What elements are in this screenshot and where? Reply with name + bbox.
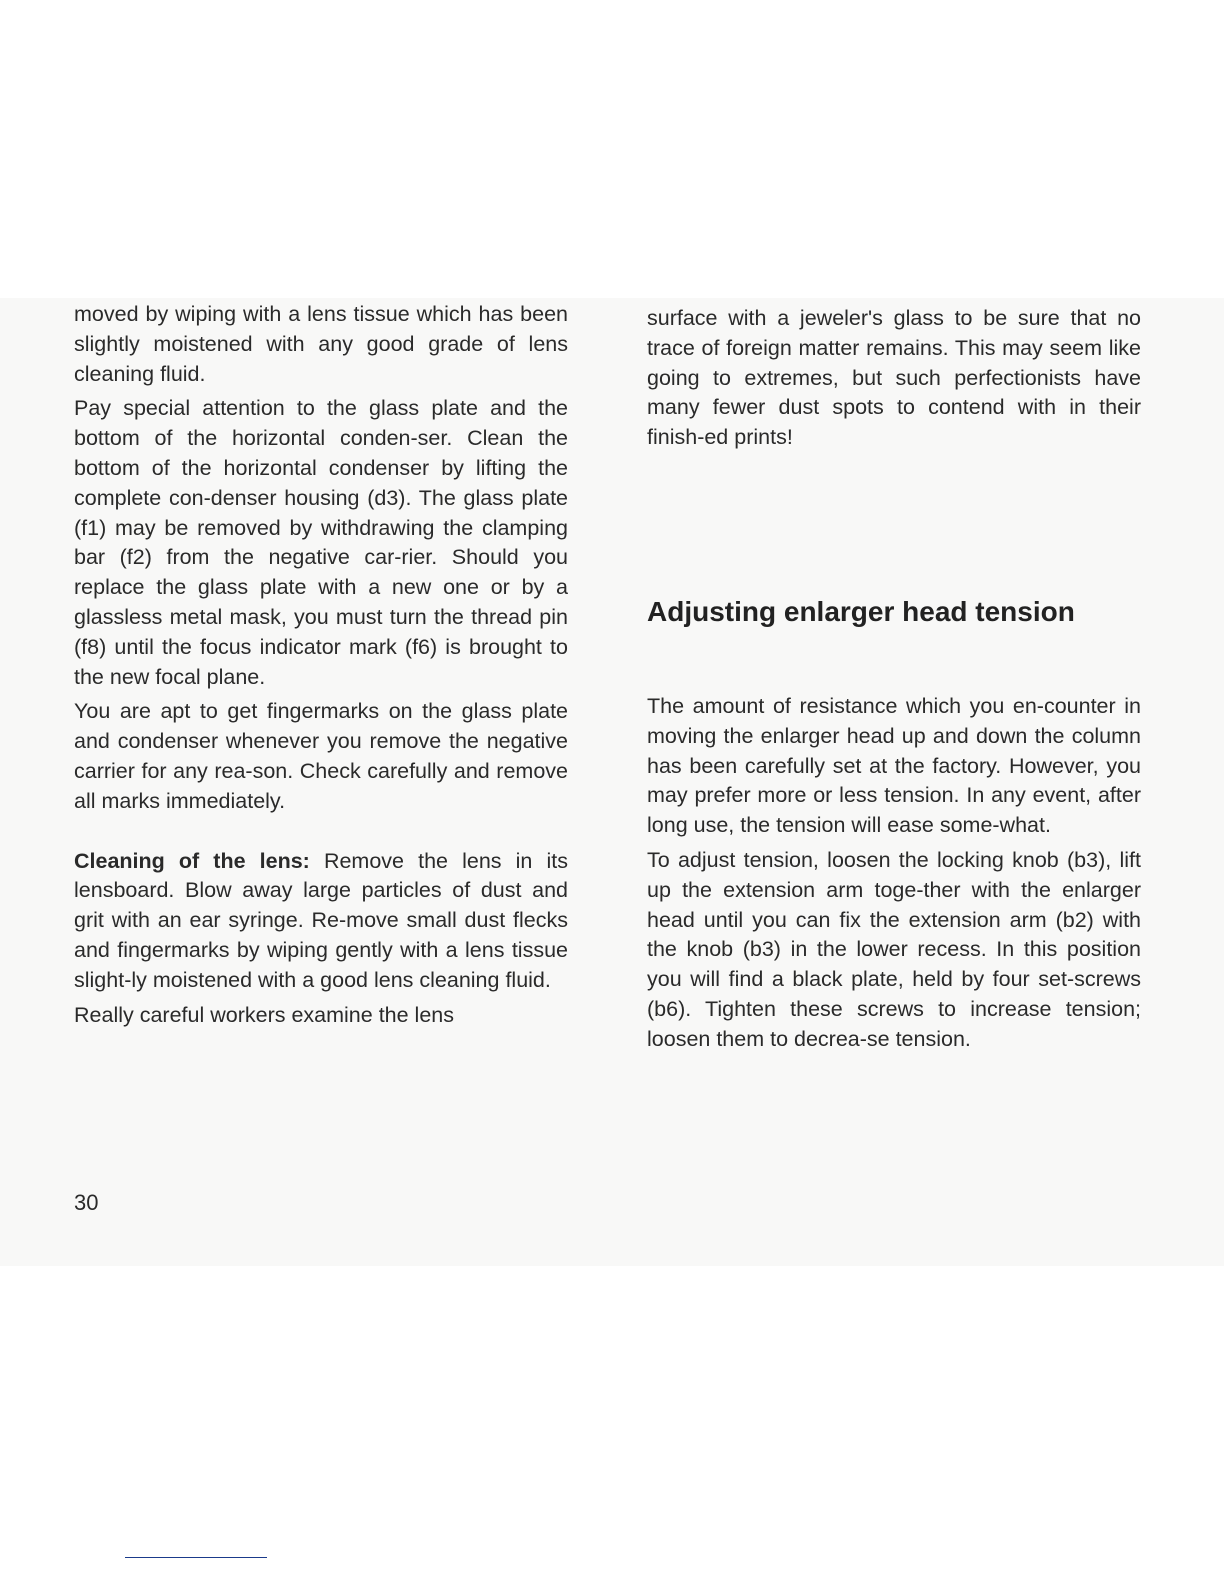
left-paragraph-4 [74,847,568,996]
left-paragraph-2: Pay special attention to the glass plate and the bottom of the horizontal conden-ser. Clean the bottom of the horizontal condenser by lifting the complete con-denser housing (d3). The glass plate (f1) may be removed by withdrawing the clamping bar (f2) from the negative car-rier. Should you replace the glass plate with a new one or by a glassless metal mask, you must turn the thread pin (f8) until the focus indicator mark (f6) is brought to the new focal plane. [74,396,568,689]
right-column-top [647,304,1141,453]
right-paragraph-3: To adjust tension, loosen the locking knob (b3), lift up the extension arm toge-ther with the enlarger head until you can fix the extension arm (b2) with the knob (b3) in the lower recess. In this position you will find a black plate, held by four set-screws (b6). Tighten these screws to increase tension; loosen them to decrea-se tension. [647,847,1141,1051]
left-paragraph-1: moved by wiping with a lens tissue which has been slightly moistened with any good grade of lens cleaning fluid. [74,302,568,386]
right-column-body [647,692,1141,1055]
left-column [74,300,568,1030]
section-heading: Adjusting enlarger head tension [647,596,1075,627]
right-paragraph-1: surface with a jeweler's glass to be sure that no trace of foreign matter remains. This may seem like going to extremes, but such perfectionists have many fewer dust spots to contend with in their finish-ed prints! [647,306,1141,450]
lens-cleaning-lead-in: Cleaning of the lens: [74,848,310,873]
lens-cleaning-body: Remove the lens in its lensboard. Blow away large particles of dust and grit with an ear syringe. Re-move small dust flecks and fingermarks by wiping gently with a lens tissue slight-ly moistened with a good lens cleaning fluid. [74,848,568,992]
left-paragraph-3: You are apt to get fingermarks on the glass plate and condenser whenever you remove the negative carrier for any rea-son. Check carefully and remove all marks immediately. [74,699,568,813]
left-paragraph-5: Really careful workers examine the lens [74,1002,454,1027]
right-paragraph-2: The amount of resistance which you en-counter in moving the enlarger head up and down the column has been carefully set at the factory. However, you may prefer more or less tension. In any event, after long use, the tension will ease some-what. [647,694,1141,838]
page-number: 30 [74,1190,99,1215]
footnote-divider [125,1557,267,1558]
